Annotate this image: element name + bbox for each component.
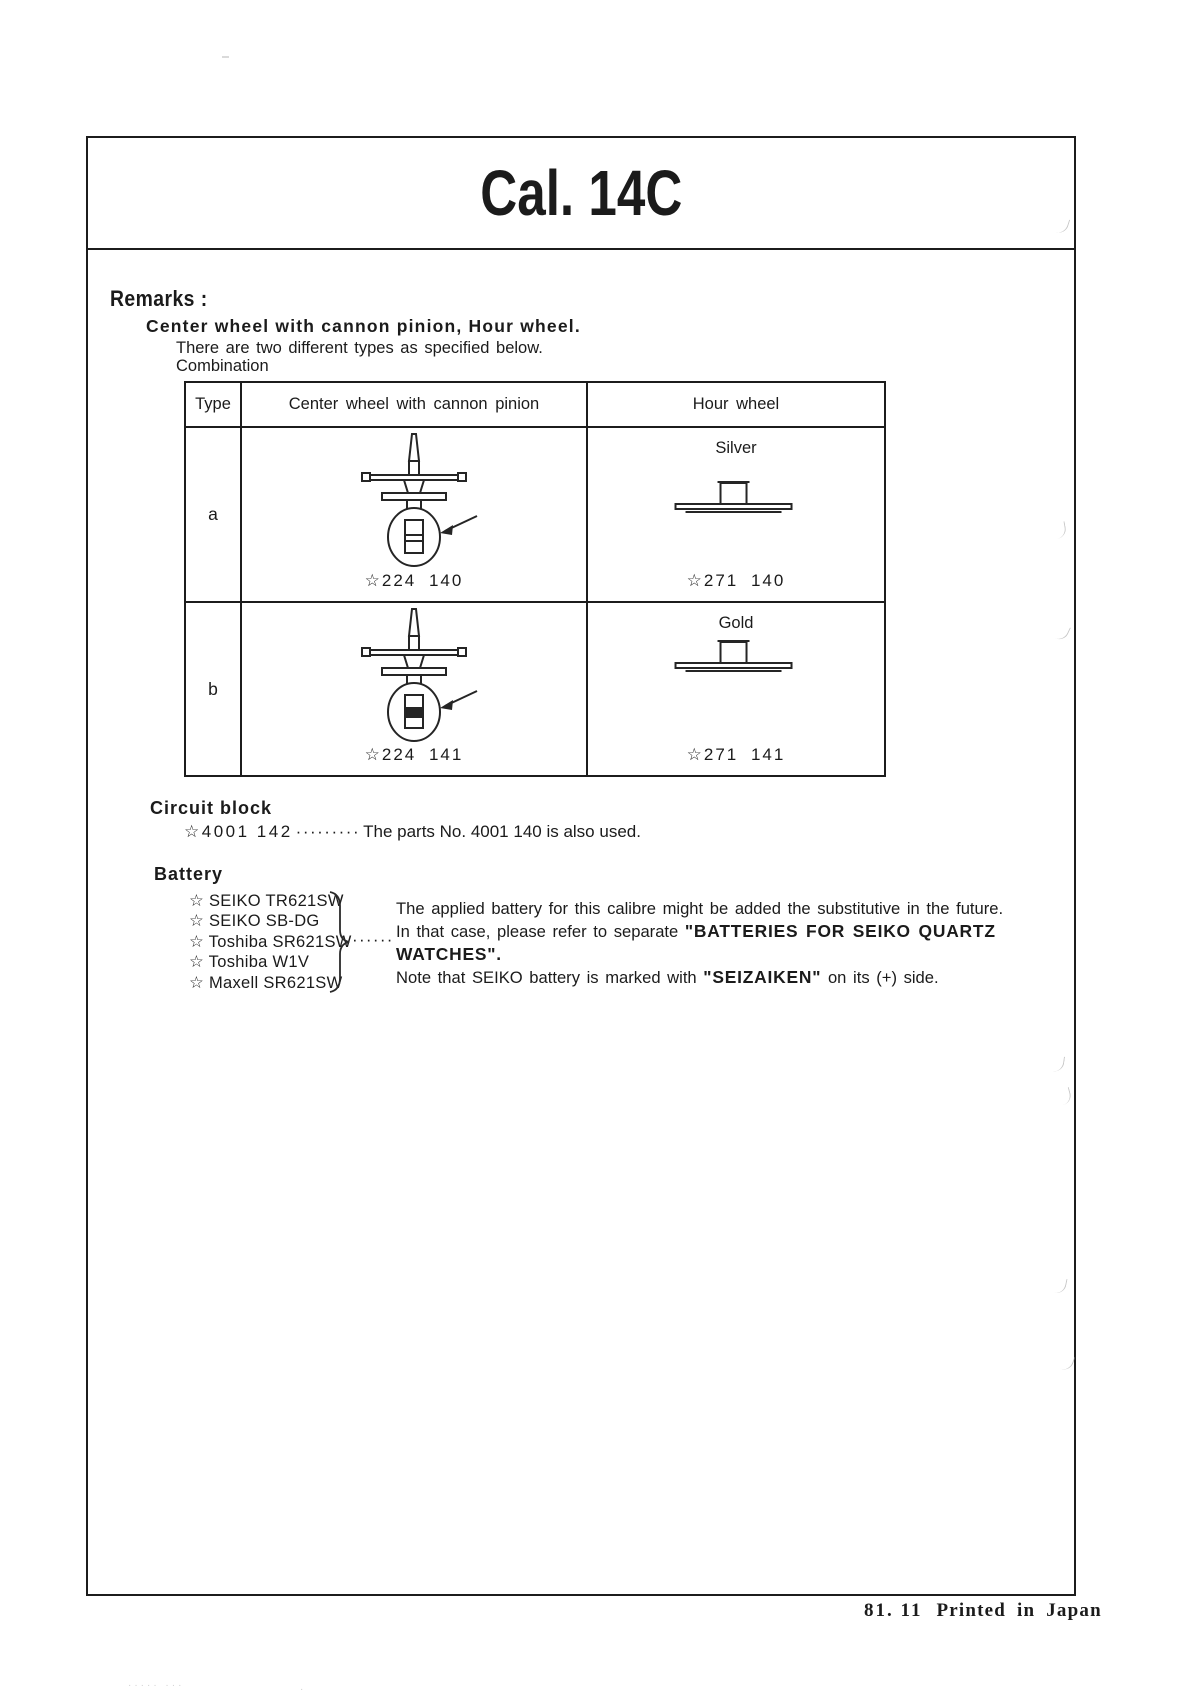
combination-table (184, 381, 886, 777)
scan-artifact: · (300, 1684, 307, 1694)
center-wheel-drawing (329, 431, 499, 573)
table-row-b-center-cell (240, 601, 586, 775)
table-header-hour-wheel: Hour wheel (586, 383, 884, 426)
circuit-block-heading: Circuit block (150, 798, 273, 818)
hour-wheel-drawing (672, 476, 796, 518)
battery-note-line (396, 966, 1096, 989)
brace-icon (327, 890, 353, 994)
battery-note-line (396, 943, 1096, 966)
footer-date: 81. 11 (864, 1600, 923, 1621)
table-row-b-hour-cell (586, 601, 884, 775)
hour-wheel-color-label: Gold (718, 614, 754, 632)
remarks-note: There are two different types as specified below. (176, 339, 543, 357)
hour-wheel-drawing (672, 635, 796, 677)
arrow-icon (440, 525, 453, 535)
table-row-b-type: b (186, 601, 240, 775)
combination-label: Combination (176, 357, 269, 375)
note-text: Note that SEIKO battery is marked with (396, 968, 704, 987)
scan-artifact (222, 56, 229, 58)
dotted-leader: ········· (295, 822, 361, 841)
battery-list-item: ☆ SEIKO TR621SW (189, 892, 344, 910)
table-row-a-hour-cell (586, 426, 884, 601)
hour-wheel-color-label: Silver (715, 439, 757, 457)
part-number: ☆224 141 (364, 745, 464, 764)
circuit-note: The parts No. 4001 140 is also used. (363, 822, 641, 841)
circuit-part-number: ☆4001 142 (184, 822, 293, 841)
battery-list-item: ☆ Maxell SR621SW (189, 973, 343, 992)
note-bold-text: "BATTERIES FOR SEIKO QUARTZ (684, 921, 996, 941)
remarks-subheading: Center wheel with cannon pinion, Hour wheel. (146, 316, 581, 336)
arrow-icon (440, 700, 453, 710)
marked-pinion-band (406, 707, 422, 718)
table-header-center-wheel: Center wheel with cannon pinion (240, 383, 586, 426)
note-bold-text: WATCHES". (396, 944, 502, 964)
circuit-block-line (184, 822, 641, 842)
battery-note-line (396, 920, 1096, 943)
battery-list-item: ☆ SEIKO SB-DG (189, 912, 320, 931)
note-text: The applied battery for this calibre might be added the substitutive in the future. (396, 899, 1004, 918)
document-border (86, 136, 1076, 1596)
center-wheel-drawing (329, 606, 499, 748)
table-header-type: Type (195, 395, 231, 413)
battery-note (396, 898, 1096, 989)
battery-heading: Battery (154, 864, 224, 884)
battery-list-item: ☆ Toshiba W1V (189, 953, 310, 972)
part-number: ☆271 140 (686, 571, 786, 590)
table-row-a-center-cell (240, 426, 586, 601)
battery-note-line (396, 898, 1096, 920)
battery-list-item: ☆ Toshiba SR621SW (189, 932, 352, 951)
table-row-a-type: a (186, 426, 240, 601)
footer-printed-in: Printed in Japan (936, 1600, 1102, 1621)
title-band (88, 138, 1074, 250)
part-number: ☆224 140 (364, 571, 464, 590)
note-text: on its (+) side. (821, 968, 939, 987)
note-bold-text: "SEIZAIKEN" (703, 967, 822, 987)
scan-artifact: ····· ··· (128, 1680, 185, 1691)
footer (864, 1600, 1102, 1622)
part-number: ☆271 141 (686, 745, 786, 764)
page-title: Cal. 14C (479, 157, 683, 229)
note-text: In that case, please refer to separate (396, 922, 685, 941)
dotted-leader: ······ (352, 930, 394, 949)
remarks-heading: Remarks : (110, 286, 208, 311)
